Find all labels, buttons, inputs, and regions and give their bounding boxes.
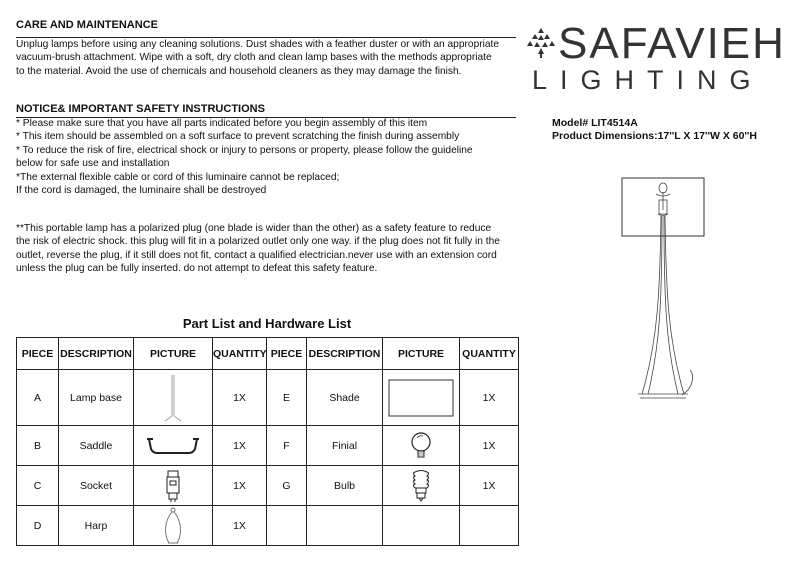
col-header: PIECE <box>267 338 307 370</box>
table-row <box>17 426 519 466</box>
picture-cell <box>383 506 460 546</box>
piece-cell: F <box>267 426 307 466</box>
floor-lamp-illustration <box>620 170 710 410</box>
picture-cell <box>383 426 460 466</box>
quantity-cell: 1X <box>213 506 267 546</box>
piece-cell: B <box>17 426 59 466</box>
notice-line: * This item should be assembled on a soft surface to prevent scratching the finish during assembly <box>16 131 460 143</box>
notice-line: * Please make sure that you have all parts indicated before you begin assembly of this item <box>16 118 428 129</box>
piece-cell: C <box>17 466 59 506</box>
model-number: Model# LIT4514A <box>552 117 638 129</box>
notice-line: If the cord is damaged, the luminaire shall be destroyed <box>16 185 267 197</box>
description-cell: Socket <box>59 466 134 506</box>
picture-cell <box>383 466 460 506</box>
product-dimensions: Product Dimensions:17''L X 17''W X 60''H <box>552 130 758 142</box>
table-row <box>17 370 519 426</box>
piece-cell <box>267 506 307 546</box>
col-header: PIECE <box>17 338 59 370</box>
plug-line: **This portable lamp has a polarized plug (one blade is wider than the other) as a safety feature to reduce <box>16 223 492 234</box>
piece-cell: G <box>267 466 307 506</box>
bulb-icon <box>406 468 436 504</box>
plug-text <box>16 222 526 276</box>
quantity-cell: 1X <box>213 466 267 506</box>
plug-line: outlet, reverse the plug, if it still does not fit, contact a qualified electrician.never use with an extension cord <box>16 249 497 261</box>
notice-line: *The external flexible cable or cord of this luminaire cannot be replaced; <box>16 171 340 183</box>
care-text <box>16 38 516 78</box>
quantity-cell: 1X <box>213 426 267 466</box>
col-header: PICTURE <box>134 338 213 370</box>
logo-subline: LIGHTING <box>532 65 764 95</box>
table-row <box>17 506 519 546</box>
col-header: QUANTITY <box>460 338 519 370</box>
parts-table <box>16 337 519 546</box>
table-header-row <box>17 338 519 370</box>
care-line: to the material. Avoid the use of chemicals and household cleaners as they may damage the finish. <box>16 65 462 77</box>
logo-wordmark: SAFAVIEH <box>558 19 786 68</box>
description-cell: Bulb <box>307 466 383 506</box>
notice-text <box>16 117 516 197</box>
socket-icon <box>158 468 188 504</box>
harp-icon <box>158 507 188 545</box>
care-heading: CARE AND MAINTENANCE <box>16 19 158 31</box>
col-header: PICTURE <box>383 338 460 370</box>
notice-line: below for safe use and installation <box>16 158 170 170</box>
picture-cell <box>134 426 213 466</box>
table-row <box>17 466 519 506</box>
description-cell <box>307 506 383 546</box>
quantity-cell <box>460 506 519 546</box>
piece-cell: A <box>17 370 59 426</box>
care-line: Unplug lamps before using any cleaning solutions. Dust shades with a feather duster or with an appropriate <box>16 39 500 50</box>
description-cell: Saddle <box>59 426 134 466</box>
piece-cell: D <box>17 506 59 546</box>
shade-icon <box>385 376 457 420</box>
quantity-cell: 1X <box>460 466 519 506</box>
picture-cell <box>134 370 213 426</box>
col-header: QUANTITY <box>213 338 267 370</box>
chandelier-icon <box>526 28 556 58</box>
plug-line: unless the plug can be fully inserted. do not attempt to defeat this safety feature. <box>16 263 378 275</box>
description-cell: Lamp base <box>59 370 134 426</box>
notice-heading: NOTICE& IMPORTANT SAFETY INSTRUCTIONS <box>16 103 265 115</box>
plug-line: the risk of electric shock. this plug will fit in a polarized outlet only one way. if the plug does not fit fully in the <box>16 236 500 248</box>
finial-icon <box>406 429 436 463</box>
description-cell: Finial <box>307 426 383 466</box>
divider <box>16 37 516 38</box>
lamp-base-icon <box>153 372 193 424</box>
description-cell: Shade <box>307 370 383 426</box>
quantity-cell: 1X <box>213 370 267 426</box>
saddle-icon <box>143 433 203 459</box>
description-cell: Harp <box>59 506 134 546</box>
quantity-cell: 1X <box>460 426 519 466</box>
picture-cell <box>383 370 460 426</box>
piece-cell: E <box>267 370 307 426</box>
picture-cell <box>134 466 213 506</box>
col-header: DESCRIPTION <box>59 338 134 370</box>
quantity-cell: 1X <box>460 370 519 426</box>
picture-cell <box>134 506 213 546</box>
col-header: DESCRIPTION <box>307 338 383 370</box>
care-line: vacuum-brush attachment. Wipe with a soft, dry cloth and clean lamp bases with the methods appropriate <box>16 52 492 64</box>
notice-line: * To reduce the risk of fire, electrical shock or injury to persons or property, please follow the guideline <box>16 144 473 156</box>
parts-table-title: Part List and Hardware List <box>182 316 352 331</box>
